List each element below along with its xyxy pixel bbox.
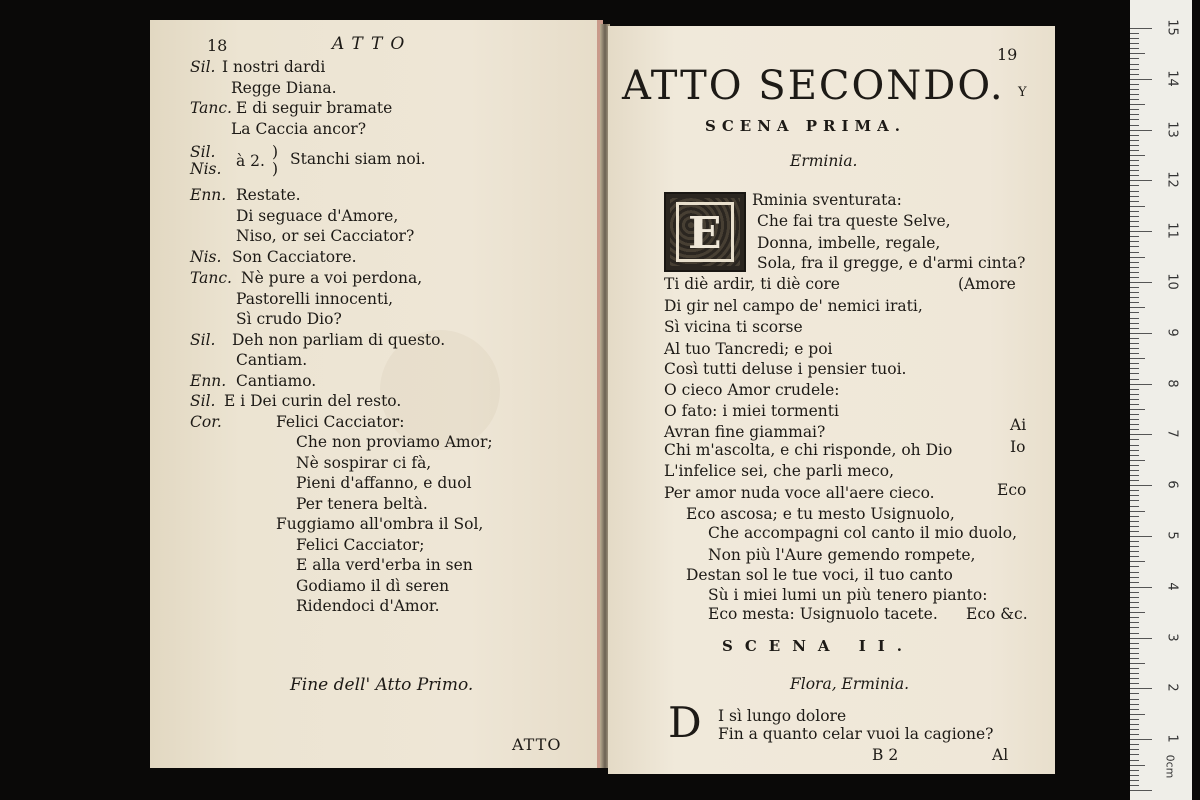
- ruler-tick: [1130, 724, 1139, 725]
- verse-line: Deh non parliam di questo.: [232, 331, 446, 349]
- ruler-tick: [1130, 668, 1139, 669]
- ruler-tick: [1130, 125, 1139, 126]
- ruler-tick: [1130, 541, 1139, 542]
- ruler-tick: [1130, 566, 1139, 567]
- ruler-tick: [1130, 28, 1152, 29]
- ornamental-dropcap: [664, 192, 746, 272]
- ruler-tick: [1130, 439, 1139, 440]
- ruler-tick: [1130, 211, 1139, 212]
- ruler-tick: [1130, 780, 1139, 781]
- ruler-tick: [1130, 302, 1139, 303]
- ruler-tick: [1130, 734, 1139, 735]
- ruler-number: 3: [1164, 632, 1180, 642]
- verse-line: Di gir nel campo de' nemici irati,: [664, 297, 923, 315]
- verse-line: Non più l'Aure gemendo rompete,: [708, 546, 976, 564]
- verse-line: Rminia sventurata:: [752, 191, 902, 209]
- speaker-name: Tanc.: [190, 99, 232, 117]
- bracket: ): [272, 143, 279, 161]
- verse-line: Chi m'ascolta, e chi risponde, oh Dio: [664, 441, 953, 459]
- ruler-tick: [1130, 577, 1139, 578]
- ruler-tick: [1130, 760, 1139, 761]
- verse-line: Di seguace d'Amore,: [236, 207, 399, 225]
- ruler-tick: [1130, 216, 1139, 217]
- ruler-tick: [1130, 394, 1139, 395]
- verse-line: O fato: i miei tormenti: [664, 402, 839, 420]
- ruler-tick: [1130, 470, 1139, 471]
- scene2-dropcap: D: [668, 698, 702, 747]
- ruler-tick: [1130, 597, 1139, 598]
- ruler-tick: [1130, 480, 1139, 481]
- ruler-tick: [1130, 612, 1145, 613]
- ruler-tick: [1130, 379, 1139, 380]
- scene2-heading: SCENA II.: [722, 637, 915, 655]
- verse-line: Pieni d'affanno, e duol: [296, 474, 472, 492]
- verse-line: Sì vicina ti scorse: [664, 318, 803, 336]
- ruler-tick: [1130, 409, 1145, 410]
- ruler-number: 7: [1164, 429, 1180, 439]
- ruler-tick: [1130, 719, 1139, 720]
- ruler-tick: [1130, 241, 1139, 242]
- ruler-tick: [1130, 150, 1139, 151]
- ruler-tick: [1130, 693, 1139, 694]
- scene2-line-2: Fin a quanto celar vuoi la cagione?: [718, 725, 994, 743]
- verse-line: La Caccia ancor?: [231, 120, 367, 138]
- ruler-tick: [1130, 180, 1152, 181]
- verse-line: Avran fine giammai?: [664, 423, 826, 441]
- verse-line: Fuggiamo all'ombra il Sol,: [276, 515, 484, 533]
- ruler-tick: [1130, 368, 1139, 369]
- ruler-tick: [1130, 119, 1139, 120]
- verse-line: E i Dei curin del resto.: [224, 392, 402, 410]
- ruler-tick: [1130, 135, 1139, 136]
- ruler-tick: [1130, 744, 1139, 745]
- ruler-tick: [1130, 191, 1139, 192]
- ruler-tick: [1130, 785, 1139, 786]
- ruler-tick: [1130, 287, 1139, 288]
- ruler-unit: 0cm: [1163, 754, 1177, 779]
- speaker-name: Nis.: [190, 160, 222, 178]
- speaker-name: Enn.: [190, 186, 227, 204]
- ruler-tick: [1130, 58, 1139, 59]
- ruler-tick: [1130, 307, 1145, 308]
- ruler-tick: [1130, 140, 1139, 141]
- ruler-tick: [1130, 587, 1152, 588]
- ruler-tick: [1130, 699, 1139, 700]
- verse-line: Che non proviamo Amor;: [296, 433, 493, 451]
- ruler-tick: [1130, 99, 1139, 100]
- verse-line: Ai: [1010, 416, 1027, 434]
- ruler-tick: [1130, 551, 1139, 552]
- ruler-tick: [1130, 450, 1139, 451]
- verse-line: Sì crudo Dio?: [236, 310, 342, 328]
- verse-line: Stanchi siam noi.: [290, 150, 426, 168]
- ruler-tick: [1130, 704, 1139, 705]
- ruler-tick: [1130, 114, 1139, 115]
- verse-line: I nostri dardi: [222, 58, 326, 76]
- ruler-tick: [1130, 221, 1139, 222]
- ruler-number: 1: [1164, 734, 1180, 743]
- verse-line: Cantiam.: [236, 351, 308, 369]
- ruler-tick: [1130, 206, 1145, 207]
- ruler-tick: [1130, 272, 1139, 273]
- ruler-tick: [1130, 546, 1139, 547]
- verse-line: Pastorelli innocenti,: [236, 290, 394, 308]
- ruler-tick: [1130, 348, 1139, 349]
- ruler-tick: [1130, 688, 1152, 689]
- ruler-tick: [1130, 638, 1152, 639]
- ruler-tick: [1130, 643, 1139, 644]
- page-number-left: 18: [207, 36, 228, 55]
- ruler-tick: [1130, 627, 1139, 628]
- ruler-number: 14: [1164, 70, 1180, 87]
- verse-line: Ti diè ardir, ti diè core: [664, 275, 840, 293]
- verse-line: Cantiamo.: [236, 372, 317, 390]
- speaker-name: Sil.: [190, 143, 216, 161]
- verse-line: Felici Cacciator:: [276, 413, 405, 431]
- ruler-number: 15: [1164, 19, 1180, 36]
- ruler-tick: [1130, 770, 1139, 771]
- verse-line: Regge Diana.: [231, 79, 337, 97]
- verse-line: Per amor nuda voce all'aere cieco.: [664, 484, 935, 502]
- ruler-tick: [1130, 511, 1145, 512]
- ruler-tick: [1130, 343, 1139, 344]
- ruler-tick: [1130, 74, 1139, 75]
- ruler-tick: [1130, 160, 1139, 161]
- signature-mark: B 2: [872, 746, 899, 764]
- verse-line: Ridendoci d'Amor.: [296, 597, 440, 615]
- ruler-tick: [1130, 373, 1139, 374]
- ruler-tick: [1130, 84, 1139, 85]
- ruler-tick: [1130, 561, 1145, 562]
- verse-line: Che fai tra queste Selve,: [757, 212, 951, 230]
- ruler-tick: [1130, 526, 1139, 527]
- ruler-tick: [1130, 775, 1139, 776]
- ruler-tick: [1130, 328, 1139, 329]
- speaker-name: Tanc.: [190, 269, 232, 287]
- ruler-tick: [1130, 338, 1139, 339]
- ruler-tick: [1130, 678, 1139, 679]
- ruler-tick: [1130, 790, 1152, 791]
- ruler-tick: [1130, 277, 1139, 278]
- scene2-characters: Flora, Erminia.: [790, 675, 910, 693]
- ruler-tick: [1130, 252, 1139, 253]
- catchword-right: Al: [992, 746, 1009, 764]
- ruler-tick: [1130, 155, 1145, 156]
- ruler-number: 12: [1164, 171, 1180, 189]
- verse-line: Felici Cacciator;: [296, 536, 425, 554]
- act-title: ATTO SECONDO.: [622, 63, 1005, 109]
- ruler-number: 2: [1164, 683, 1180, 693]
- ruler-tick: [1130, 434, 1152, 435]
- ruler-tick: [1130, 185, 1139, 186]
- verse-line: L'infelice sei, che parli meco,: [664, 462, 895, 480]
- ruler-tick: [1130, 592, 1139, 593]
- ruler-tick: [1130, 424, 1139, 425]
- ruler-tick: [1130, 683, 1139, 684]
- ruler-tick: [1130, 246, 1139, 247]
- ruler-tick: [1130, 333, 1152, 334]
- scene1-character: Erminia.: [790, 152, 858, 170]
- ruler-tick: [1130, 104, 1145, 105]
- ruler-number: 8: [1164, 378, 1180, 388]
- ruler-tick: [1130, 475, 1139, 476]
- ruler-tick: [1130, 94, 1139, 95]
- verse-line: Godiamo il dì seren: [296, 577, 450, 595]
- ruler-tick: [1130, 445, 1139, 446]
- verse-line: (Amore: [958, 275, 1016, 293]
- ruler-tick: [1130, 145, 1139, 146]
- verse-line: Sù i miei lumi un più tenero pianto:: [708, 586, 988, 604]
- verse-line: Così tutti deluse i pensier tuoi.: [664, 360, 907, 378]
- ruler-tick: [1130, 384, 1152, 385]
- ruler-tick: [1130, 231, 1152, 232]
- ruler-tick: [1130, 130, 1152, 131]
- verse-line: Per tenera beltà.: [296, 495, 428, 513]
- ruler-tick: [1130, 358, 1145, 359]
- scene1-heading: SCENA PRIMA.: [705, 117, 907, 135]
- verse-line: Eco ascosa; e tu mesto Usignuolo,: [686, 505, 955, 523]
- speaker-name: Sil.: [190, 331, 216, 349]
- ruler-tick: [1130, 495, 1139, 496]
- ruler-tick: [1130, 622, 1139, 623]
- ruler-tick: [1130, 749, 1139, 750]
- ruler-number: 4: [1164, 582, 1180, 591]
- ruler-tick: [1130, 79, 1152, 80]
- speaker-name: Enn.: [190, 372, 227, 390]
- ruler-tick: [1130, 516, 1139, 517]
- verse-line: E di seguir bramate: [236, 99, 393, 117]
- verse-line: Eco mesta: Usignuolo tacete.: [708, 605, 938, 623]
- ruler-tick: [1130, 262, 1139, 263]
- verse-line: à 2.: [236, 152, 265, 170]
- ruler-tick: [1130, 582, 1139, 583]
- ruler-tick: [1130, 64, 1139, 65]
- ruler-number: 6: [1164, 480, 1180, 489]
- running-head: ATTO: [332, 34, 413, 54]
- ruler-tick: [1130, 292, 1139, 293]
- ruler-tick: [1130, 170, 1139, 171]
- ruler-number: 9: [1164, 328, 1180, 337]
- verse-line: Donna, imbelle, regale,: [757, 234, 941, 252]
- ruler-tick: [1130, 465, 1139, 466]
- ruler-tick: [1130, 714, 1145, 715]
- verse-line: Io: [1010, 438, 1026, 456]
- ruler-tick: [1130, 399, 1139, 400]
- ruler-tick: [1130, 323, 1139, 324]
- ruler-tick: [1130, 257, 1145, 258]
- ruler-tick: [1130, 521, 1139, 522]
- ruler-tick: [1130, 658, 1139, 659]
- ruler-tick: [1130, 709, 1139, 710]
- speaker-name: Sil.: [190, 58, 216, 76]
- scene2-line-1: I sì lungo dolore: [718, 707, 847, 725]
- page-number-right: 19: [997, 45, 1018, 64]
- ruler-tick: [1130, 69, 1139, 70]
- ruler-tick: [1130, 648, 1139, 649]
- ruler-tick: [1130, 89, 1139, 90]
- ruler-tick: [1130, 419, 1139, 420]
- ruler-number: 11: [1164, 222, 1180, 239]
- verse-line: Niso, or sei Cacciator?: [236, 227, 415, 245]
- ruler-tick: [1130, 43, 1139, 44]
- verse-line: Che accompagni col canto il mio duolo,: [708, 524, 1018, 542]
- bracket: ): [272, 160, 279, 178]
- verse-line: Al tuo Tancredi; e poi: [664, 340, 833, 358]
- ruler-tick: [1130, 663, 1145, 664]
- ruler-tick: [1130, 531, 1139, 532]
- verse-line: E alla verd'erba in sen: [296, 556, 473, 574]
- ruler-tick: [1130, 617, 1139, 618]
- ruler-tick: [1130, 653, 1139, 654]
- verse-line: Eco: [997, 481, 1027, 499]
- ruler-tick: [1130, 201, 1139, 202]
- ruler-tick: [1130, 48, 1139, 49]
- verse-line: Destan sol le tue voci, il tuo canto: [686, 566, 953, 584]
- verse-line: Nè pure a voi perdona,: [241, 269, 423, 287]
- ruler-tick: [1130, 460, 1145, 461]
- speaker-name: Cor.: [190, 413, 222, 431]
- ruler-tick: [1130, 236, 1139, 237]
- ruler-tick: [1130, 404, 1139, 405]
- ruler-tick: [1130, 226, 1139, 227]
- right-page: [608, 26, 1055, 774]
- ruler-tick: [1130, 282, 1152, 283]
- ruler-tick: [1130, 673, 1139, 674]
- ruler-tick: [1130, 490, 1139, 491]
- verse-line: Eco &c.: [966, 605, 1028, 623]
- ruler-tick: [1130, 572, 1139, 573]
- ruler-tick: [1130, 53, 1145, 54]
- catchword-left: ATTO: [512, 735, 562, 754]
- verse-line: Sola, fra il gregge, e d'armi cinta?: [757, 254, 1026, 272]
- ruler-tick: [1130, 633, 1139, 634]
- ruler-tick: [1130, 607, 1139, 608]
- measuring-ruler: [1130, 0, 1192, 800]
- ruler-tick: [1130, 485, 1152, 486]
- verse-line: Restate.: [236, 186, 301, 204]
- ruler-tick: [1130, 414, 1139, 415]
- ruler-tick: [1130, 297, 1139, 298]
- ruler-tick: [1130, 312, 1139, 313]
- ruler-tick: [1130, 175, 1139, 176]
- speaker-name: Nis.: [190, 248, 222, 266]
- ruler-tick: [1130, 196, 1139, 197]
- ruler-tick: [1130, 389, 1139, 390]
- ruler-tick: [1130, 363, 1139, 364]
- verse-line: Nè sospirar ci fà,: [296, 454, 432, 472]
- ruler-tick: [1130, 729, 1139, 730]
- ruler-tick: [1130, 556, 1139, 557]
- ruler-tick: [1130, 536, 1152, 537]
- ruler-tick: [1130, 602, 1139, 603]
- speaker-name: Sil.: [190, 392, 216, 410]
- ruler-tick: [1130, 353, 1139, 354]
- ruler-tick: [1130, 109, 1139, 110]
- ruler-tick: [1130, 455, 1139, 456]
- ruler-tick: [1130, 739, 1152, 740]
- verse-line: O cieco Amor crudele:: [664, 381, 840, 399]
- ruler-tick: [1130, 765, 1145, 766]
- ruler-tick: [1130, 500, 1139, 501]
- ruler-tick: [1130, 754, 1139, 755]
- ruler-tick: [1130, 318, 1139, 319]
- ruler-number: 5: [1164, 531, 1180, 540]
- ruler-tick: [1130, 429, 1139, 430]
- end-note: Fine dell' Atto Primo.: [290, 675, 474, 695]
- ruler-tick: [1130, 38, 1139, 39]
- title-mark: Y: [1018, 85, 1027, 100]
- ruler-tick: [1130, 33, 1139, 34]
- verse-line: Son Cacciatore.: [232, 248, 357, 266]
- ruler-number: 13: [1164, 120, 1180, 138]
- ruler-tick: [1130, 165, 1139, 166]
- dropcap-letter: E: [688, 208, 722, 259]
- ruler-number: 10: [1164, 273, 1180, 290]
- ruler-tick: [1130, 506, 1139, 507]
- ruler-tick: [1130, 267, 1139, 268]
